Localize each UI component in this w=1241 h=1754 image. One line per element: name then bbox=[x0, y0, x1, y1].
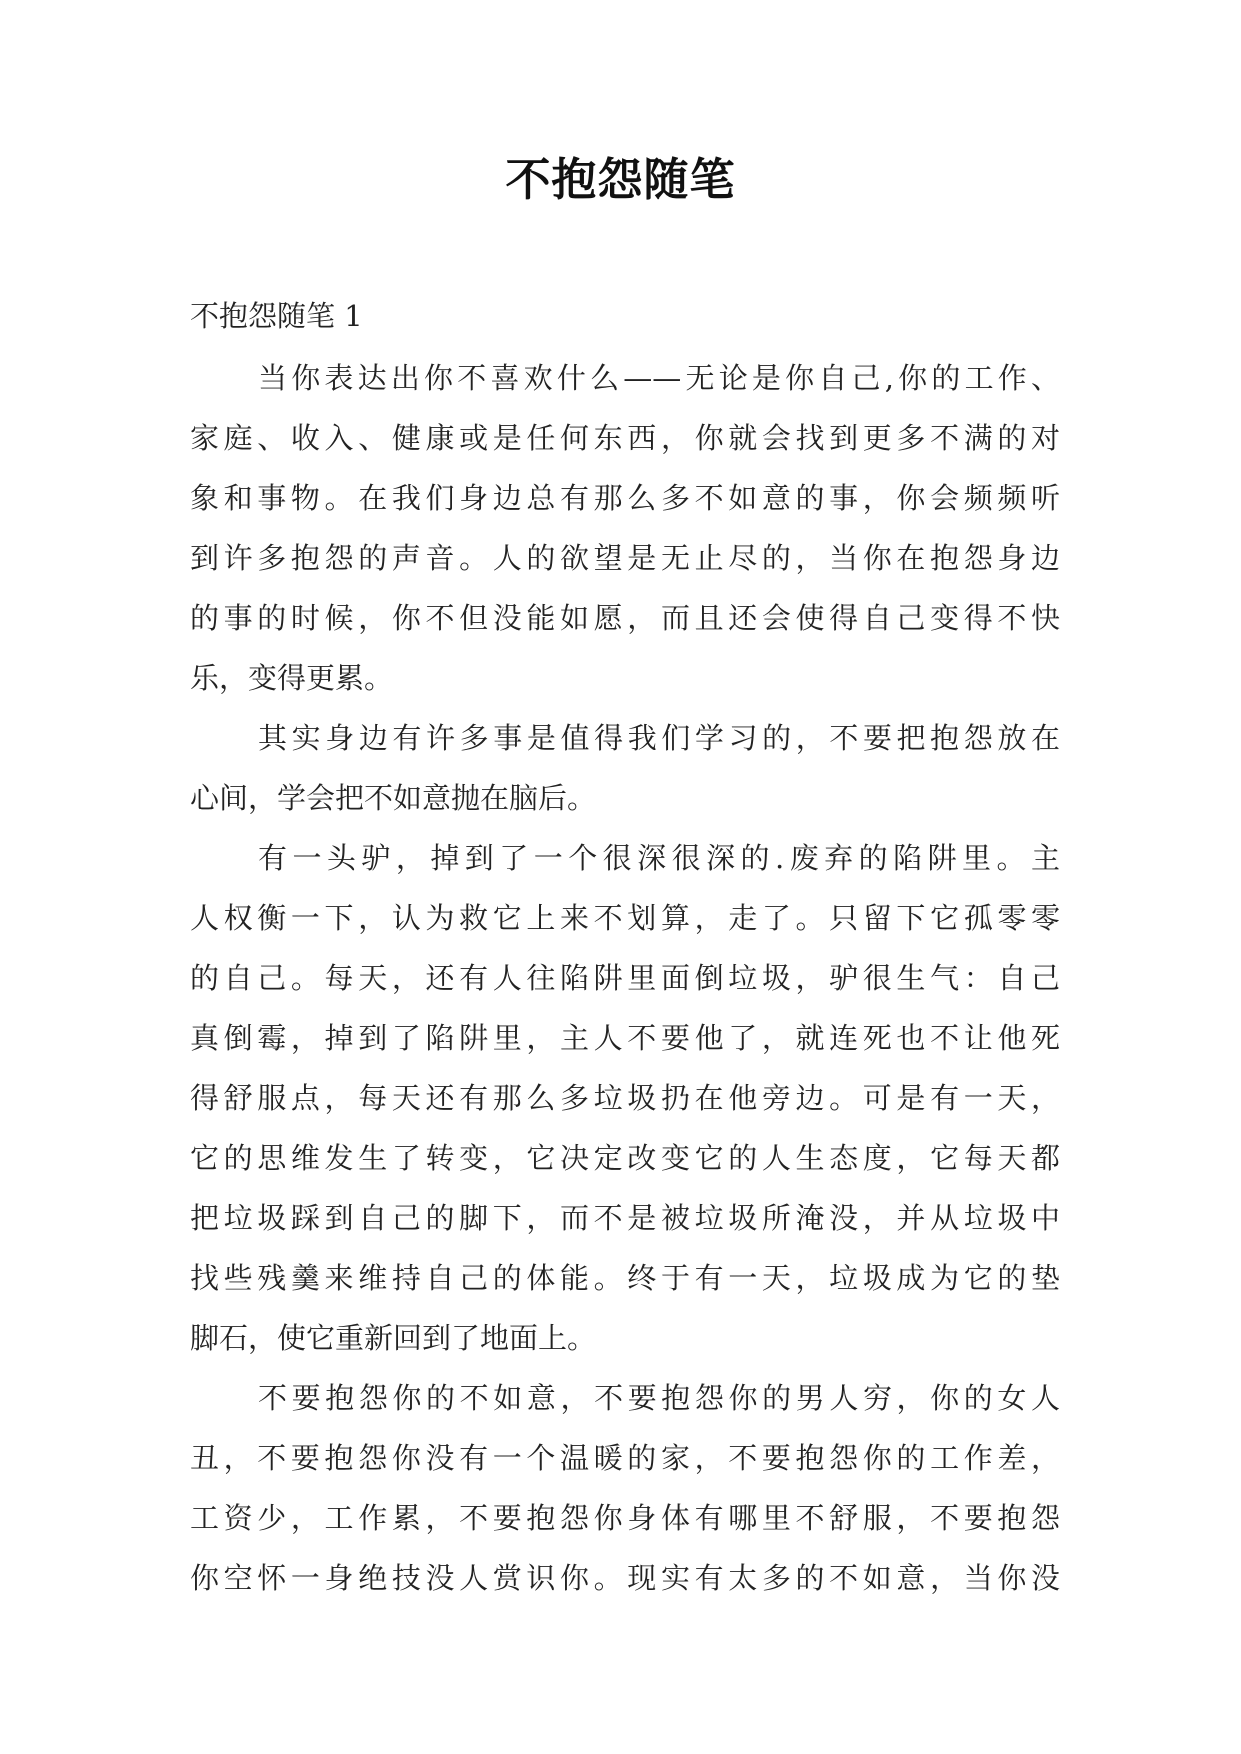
paragraph-line: 有一头驴，掉到了一个很深很深的.废弃的陷阱里。主 bbox=[258, 841, 1060, 875]
paragraph-line: 丑，不要抱怨你没有一个温暖的家，不要抱怨你的工作差， bbox=[190, 1441, 1060, 1475]
paragraph-line: 心间，学会把不如意抛在脑后。 bbox=[190, 781, 597, 815]
paragraph bbox=[190, 348, 1060, 708]
paragraph-line: 乐，变得更累。 bbox=[190, 661, 394, 695]
document-body bbox=[190, 348, 1060, 1608]
paragraph bbox=[190, 828, 1060, 1368]
section-heading: 不抱怨随笔 1 bbox=[190, 299, 363, 333]
paragraph-line: 它的思维发生了转变，它决定改变它的人生态度，它每天都 bbox=[190, 1141, 1060, 1175]
paragraph-line: 的事的时候，你不但没能如愿，而且还会使得自己变得不快 bbox=[190, 601, 1060, 635]
paragraph-line: 家庭、收入、健康或是任何东西，你就会找到更多不满的对 bbox=[190, 421, 1060, 455]
paragraph-line: 把垃圾踩到自己的脚下，而不是被垃圾所淹没，并从垃圾中 bbox=[190, 1201, 1060, 1235]
paragraph-line: 到许多抱怨的声音。人的欲望是无止尽的，当你在抱怨身边 bbox=[190, 541, 1060, 575]
paragraph-line: 脚石，使它重新回到了地面上。 bbox=[190, 1321, 597, 1355]
paragraph bbox=[190, 1368, 1060, 1608]
document-title: 不抱怨随笔 bbox=[505, 153, 736, 206]
paragraph-line: 真倒霉，掉到了陷阱里，主人不要他了，就连死也不让他死 bbox=[190, 1021, 1060, 1055]
paragraph-line: 找些残羹来维持自己的体能。终于有一天，垃圾成为它的垫 bbox=[190, 1261, 1060, 1295]
paragraph-line: 不要抱怨你的不如意，不要抱怨你的男人穷，你的女人 bbox=[258, 1381, 1060, 1415]
paragraph-line: 其实身边有许多事是值得我们学习的，不要把抱怨放在 bbox=[258, 721, 1060, 755]
paragraph-line: 得舒服点，每天还有那么多垃圾扔在他旁边。可是有一天， bbox=[190, 1081, 1060, 1115]
paragraph bbox=[190, 708, 1060, 828]
paragraph-line: 的自己。每天，还有人往陷阱里面倒垃圾，驴很生气：自己 bbox=[190, 961, 1060, 995]
paragraph-line: 你空怀一身绝技没人赏识你。现实有太多的不如意，当你没 bbox=[190, 1561, 1060, 1595]
paragraph-line: 人权衡一下，认为救它上来不划算，走了。只留下它孤零零 bbox=[190, 901, 1060, 935]
paragraph-line: 当你表达出你不喜欢什么——无论是你自己,你的工作、 bbox=[258, 361, 1060, 395]
paragraph-line: 象和事物。在我们身边总有那么多不如意的事，你会频频听 bbox=[190, 481, 1060, 515]
paragraph-line: 工资少，工作累，不要抱怨你身体有哪里不舒服，不要抱怨 bbox=[190, 1501, 1060, 1535]
